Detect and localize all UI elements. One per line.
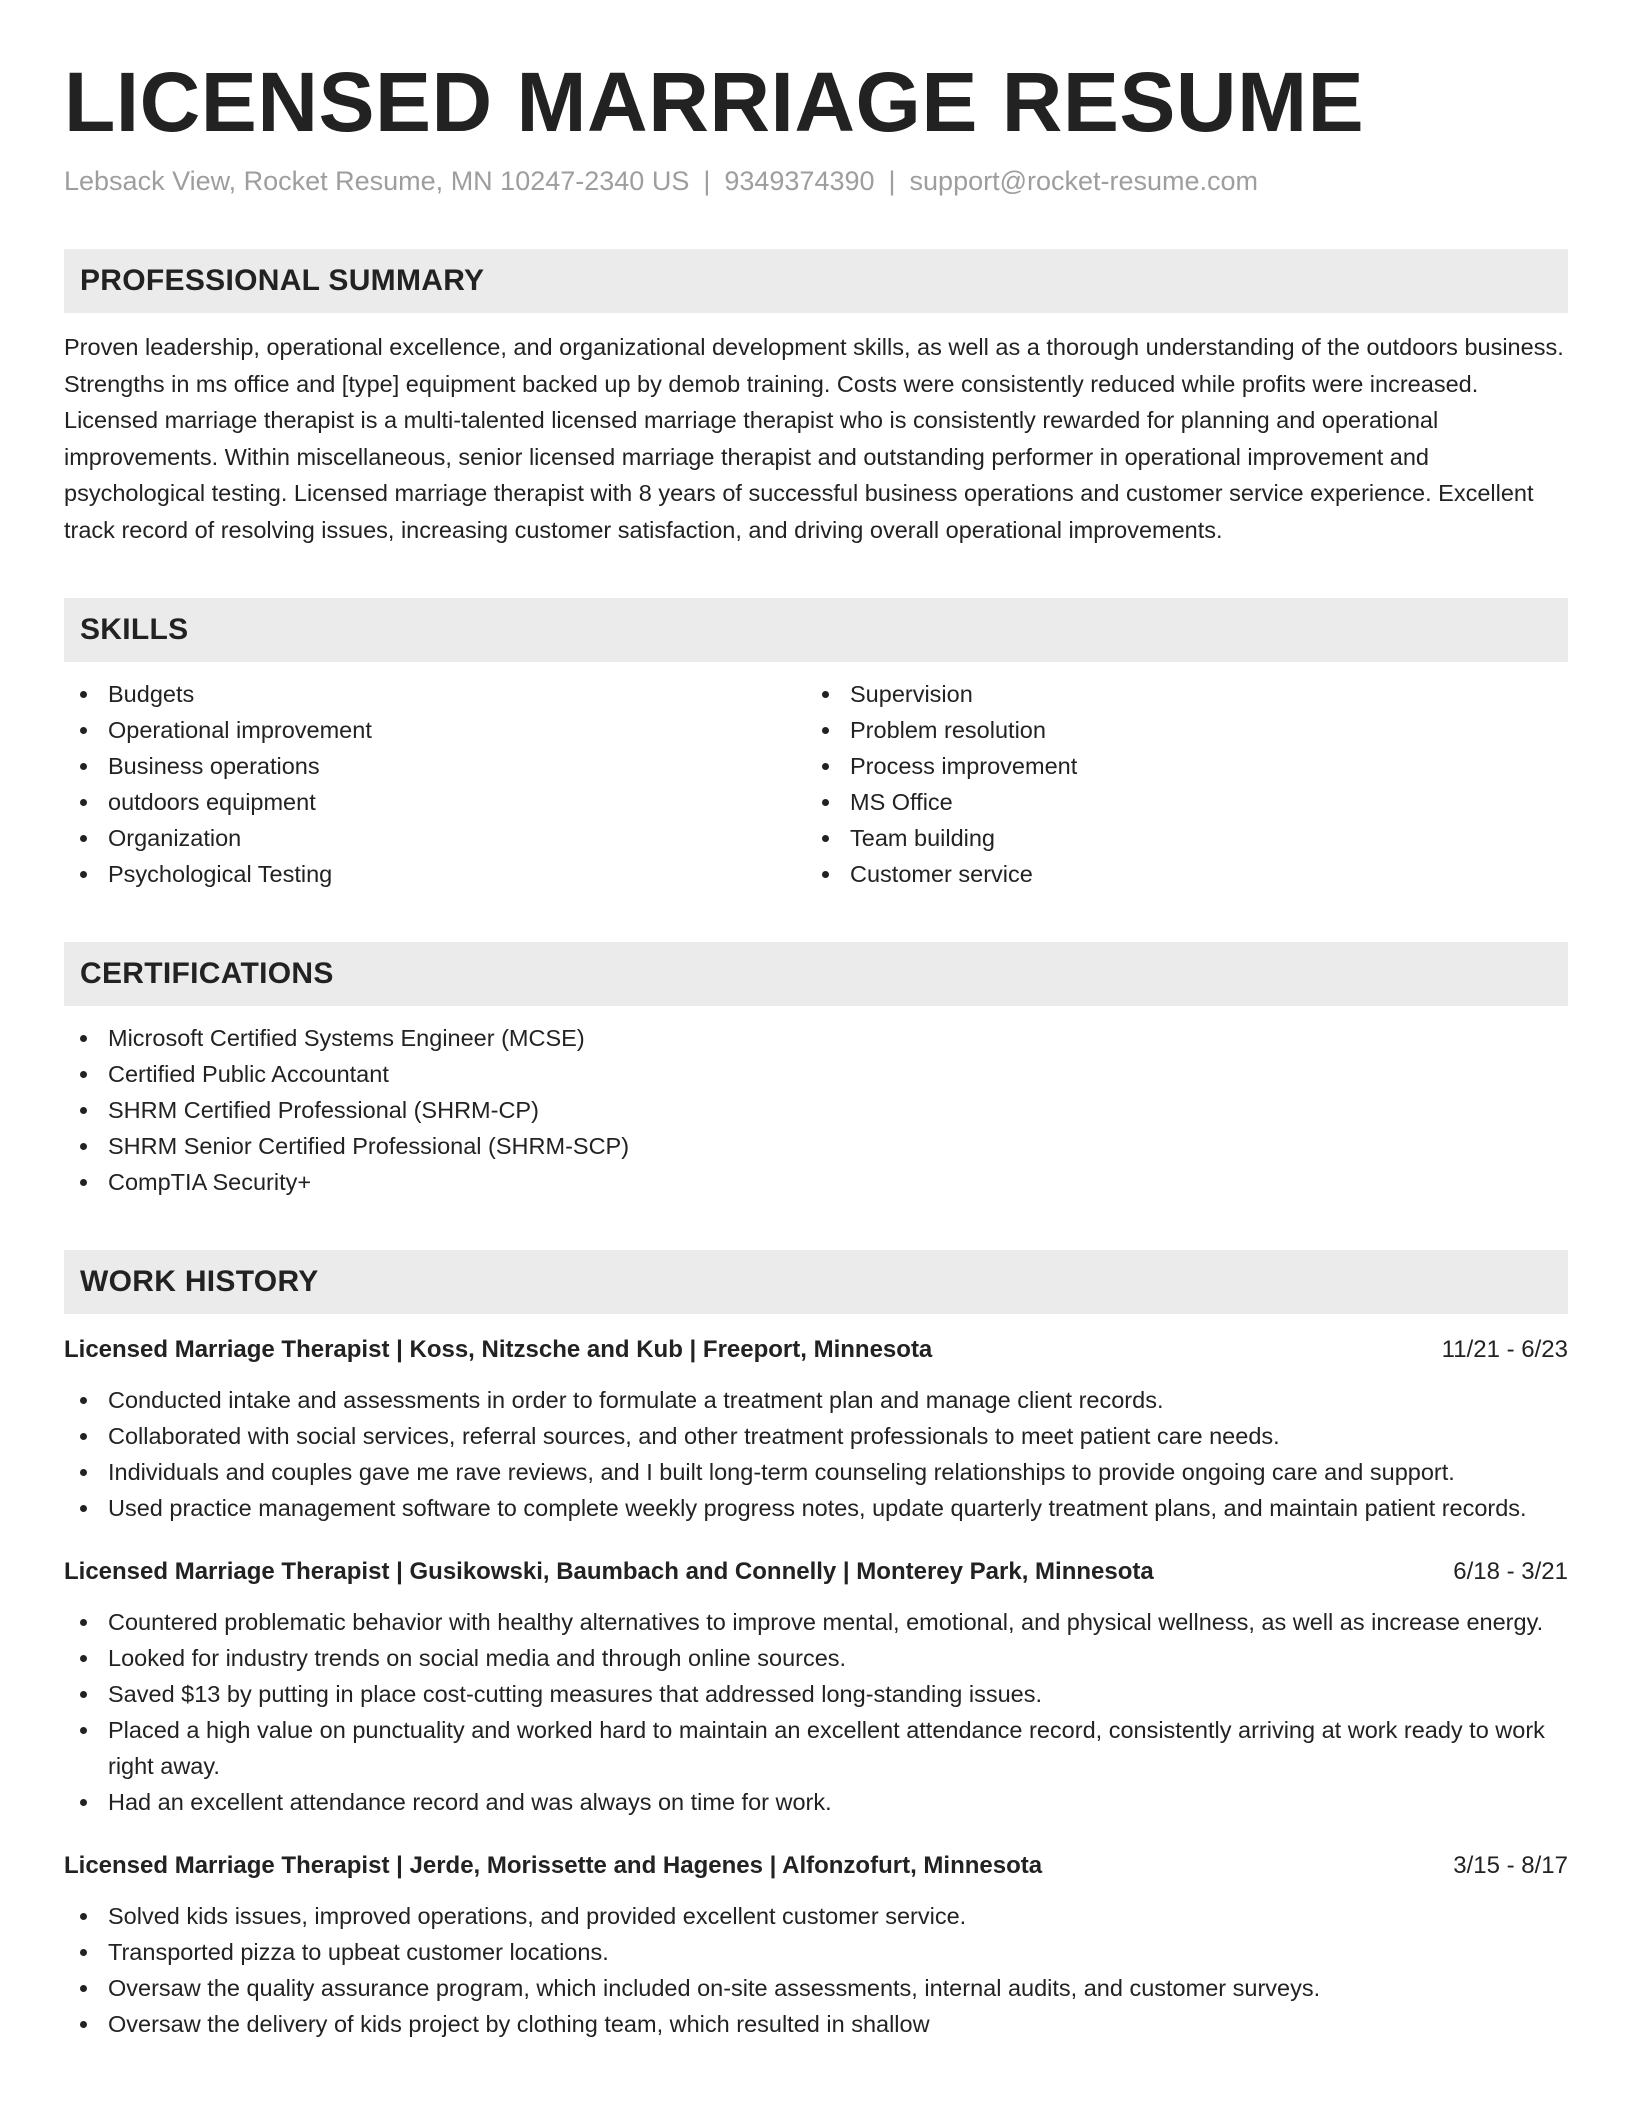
skill-item: Business operations: [64, 748, 806, 784]
job-bullet: Individuals and couples gave me rave reviews, and I built long-term counseling relationships to provide ongoing care and support.: [64, 1454, 1568, 1490]
skill-item: Operational improvement: [64, 712, 806, 748]
job-bullet: Countered problematic behavior with healthy alternatives to improve mental, emotional, and physical wellness, as well as increase energy.: [64, 1604, 1568, 1640]
certifications-list: [64, 1020, 1568, 1200]
job-dates: 11/21 - 6/23: [1441, 1336, 1568, 1364]
job-bullets: [64, 1898, 1568, 2042]
section-header-summary: PROFESSIONAL SUMMARY: [64, 249, 1568, 313]
job-bullet: Placed a high value on punctuality and worked hard to maintain an excellent attendance record, consistently arriving at work ready to work right away.: [64, 1712, 1568, 1784]
section-header-certifications: CERTIFICATIONS: [64, 942, 1568, 1006]
skill-item: MS Office: [806, 784, 1548, 820]
job-bullet: Conducted intake and assessments in order to formulate a treatment plan and manage client records.: [64, 1382, 1568, 1418]
skill-item: Problem resolution: [806, 712, 1548, 748]
skill-item: Supervision: [806, 676, 1548, 712]
job-title: Licensed Marriage Therapist | Gusikowski, Baumbach and Connelly | Monterey Park, Minnesota: [64, 1558, 1154, 1586]
certification-item: Certified Public Accountant: [64, 1056, 1568, 1092]
job-dates: 3/15 - 8/17: [1453, 1852, 1568, 1880]
skills-grid: [64, 676, 1568, 892]
job-header: [64, 1848, 1568, 1884]
job-dates: 6/18 - 3/21: [1453, 1558, 1568, 1586]
job-bullet: Used practice management software to complete weekly progress notes, update quarterly treatment plans, and maintain patient records.: [64, 1490, 1568, 1526]
skill-item: Team building: [806, 820, 1548, 856]
contact-line: [64, 164, 1568, 199]
certification-item: Microsoft Certified Systems Engineer (MCSE): [64, 1020, 1568, 1056]
skill-item: Budgets: [64, 676, 806, 712]
skill-item: outdoors equipment: [64, 784, 806, 820]
job-bullet: Oversaw the quality assurance program, which included on-site assessments, internal audits, and customer surveys.: [64, 1970, 1568, 2006]
job-bullet: Looked for industry trends on social media and through online sources.: [64, 1640, 1568, 1676]
job-bullet: Solved kids issues, improved operations, and provided excellent customer service.: [64, 1898, 1568, 1934]
certification-item: CompTIA Security+: [64, 1164, 1568, 1200]
job-header: [64, 1554, 1568, 1590]
section-header-work-history: WORK HISTORY: [64, 1250, 1568, 1314]
skills-list-right: [806, 676, 1548, 892]
certification-item: SHRM Certified Professional (SHRM-CP): [64, 1092, 1568, 1128]
job-bullets: [64, 1604, 1568, 1820]
skill-item: Psychological Testing: [64, 856, 806, 892]
job-title: Licensed Marriage Therapist | Jerde, Morissette and Hagenes | Alfonzofurt, Minnesota: [64, 1852, 1043, 1880]
job-bullet: Oversaw the delivery of kids project by clothing team, which resulted in shallow: [64, 2006, 1568, 2042]
contact-email: support@rocket-resume.com: [909, 166, 1259, 197]
skill-item: Customer service: [806, 856, 1548, 892]
section-header-skills: SKILLS: [64, 598, 1568, 662]
job-bullet: Had an excellent attendance record and was always on time for work.: [64, 1784, 1568, 1820]
summary-text: Proven leadership, operational excellence, and organizational development skills, as well as a thorough understanding of the outdoors business. Strengths in ms office and [type] equipment backed up by demob training. Costs were consistently reduced while profits were increased. Licensed marriage therapist is a multi-talented licensed marriage therapist who is consistently rewarded for planning and operational improvements. Within miscellaneous, senior licensed marriage therapist and outstanding performer in operational improvement and psychological testing. Licensed marriage therapist with 8 years of successful business operations and customer service experience. Excellent track record of resolving issues, increasing customer satisfaction, and driving overall operational improvements.: [64, 334, 1564, 543]
job-bullet: Saved $13 by putting in place cost-cutting measures that addressed long-standing issues.: [64, 1676, 1568, 1712]
skill-item: Organization: [64, 820, 806, 856]
contact-separator: |: [703, 166, 711, 197]
certification-item: SHRM Senior Certified Professional (SHRM-SCP): [64, 1128, 1568, 1164]
contact-separator: |: [888, 166, 896, 197]
contact-address: Lebsack View, Rocket Resume, MN 10247-2340 US: [64, 166, 690, 197]
job-title: Licensed Marriage Therapist | Koss, Nitzsche and Kub | Freeport, Minnesota: [64, 1336, 933, 1364]
skills-list-left: [64, 676, 806, 892]
skill-item: Process improvement: [806, 748, 1548, 784]
job-bullets: [64, 1382, 1568, 1526]
job-header: [64, 1332, 1568, 1368]
contact-phone: 9349374390: [724, 166, 875, 197]
job-entry: [64, 1332, 1568, 1526]
job-bullet: Collaborated with social services, referral sources, and other treatment professionals to meet patient care needs.: [64, 1418, 1568, 1454]
resume-title: LICENSED MARRIAGE RESUME: [64, 55, 1365, 149]
job-entry: [64, 1848, 1568, 2042]
job-bullet: Transported pizza to upbeat customer locations.: [64, 1934, 1568, 1970]
job-entry: [64, 1554, 1568, 1820]
